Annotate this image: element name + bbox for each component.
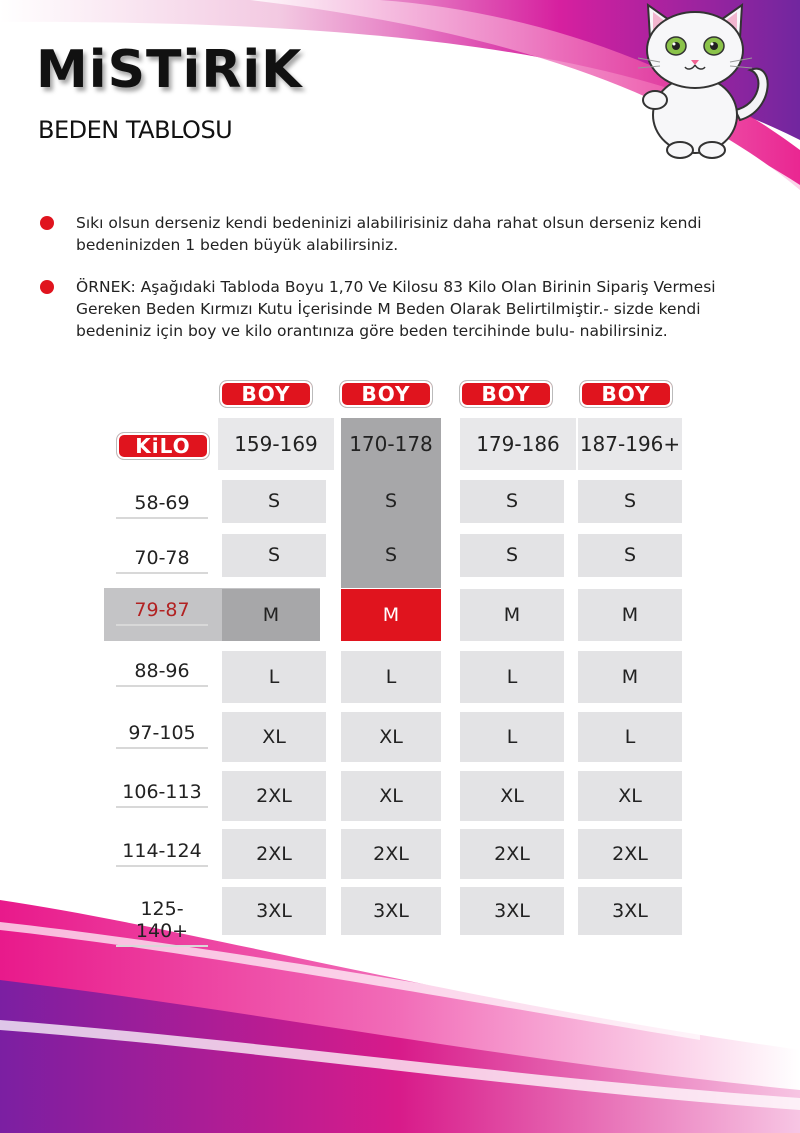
- column-header: 179-186: [460, 418, 576, 470]
- brand-logo: MiSTiRiK: [36, 40, 303, 100]
- column-header: 159-169: [218, 418, 334, 470]
- size-cell: S: [578, 534, 682, 577]
- size-cell: 2XL: [578, 829, 682, 879]
- note-item: [40, 276, 740, 342]
- column-header: 170-178: [341, 418, 441, 470]
- note-item: [40, 212, 740, 256]
- size-cell: 3XL: [341, 887, 441, 935]
- size-cell: XL: [460, 771, 564, 821]
- boy-tag: BOY: [460, 381, 552, 407]
- size-cell: L: [460, 712, 564, 762]
- row-label: 58-69: [116, 492, 208, 519]
- size-cell: 3XL: [578, 887, 682, 935]
- page-title: BEDEN TABLOSU: [38, 116, 233, 144]
- size-cell: S: [460, 534, 564, 577]
- size-cell: 2XL: [222, 771, 326, 821]
- size-cell: XL: [578, 771, 682, 821]
- boy-tag: BOY: [220, 381, 312, 407]
- row-label: 70-78: [116, 547, 208, 574]
- boy-tag: BOY: [340, 381, 432, 407]
- row-label: 97-105: [116, 722, 208, 749]
- size-cell: L: [578, 712, 682, 762]
- size-cell: XL: [341, 771, 441, 821]
- boy-tag: BOY: [580, 381, 672, 407]
- bullet-dot-icon: [40, 216, 54, 230]
- size-cell: M: [578, 651, 682, 703]
- cat-mascot-icon: [600, 0, 780, 160]
- row-label: 125-140+: [116, 898, 208, 947]
- row-label: 88-96: [116, 660, 208, 687]
- size-cell: 3XL: [460, 887, 564, 935]
- size-cell: 2XL: [222, 829, 326, 879]
- size-cell: S: [222, 534, 326, 577]
- size-cell: L: [460, 651, 564, 703]
- size-cell: S: [341, 534, 441, 577]
- size-cell: S: [460, 480, 564, 523]
- note-text: Sıkı olsun derseniz kendi bedeninizi alabilirisiniz daha rahat olsun derseniz kendi bedeninizden 1 beden büyük alabilirsiniz.: [76, 214, 702, 254]
- size-cell: S: [222, 480, 326, 523]
- size-cell: M: [460, 589, 564, 641]
- size-cell: L: [222, 651, 326, 703]
- size-cell: 3XL: [222, 887, 326, 935]
- size-cell: 2XL: [460, 829, 564, 879]
- size-cell: M: [222, 589, 320, 641]
- column-header: 187-196+: [578, 418, 682, 470]
- bullet-dot-icon: [40, 280, 54, 294]
- size-cell: M: [578, 589, 682, 641]
- kilo-tag: KiLO: [117, 433, 209, 459]
- size-cell: S: [341, 480, 441, 523]
- row-label: 114-124: [116, 840, 208, 867]
- size-cell: L: [341, 651, 441, 703]
- size-cell: S: [578, 480, 682, 523]
- size-cell-selected: M: [341, 589, 441, 641]
- row-label-highlighted: 79-87: [116, 599, 208, 626]
- note-text: ÖRNEK: Aşağıdaki Tabloda Boyu 1,70 Ve Kilosu 83 Kilo Olan Birinin Sipariş Vermesi Gereken Beden Kırmızı Kutu İçerisinde M Beden Olarak Belirtilmiştir.- sizde kendi bedeniniz için boy ve kilo orantınıza göre beden tercihinde bulu- nabilirsiniz.: [76, 278, 716, 340]
- size-cell: 2XL: [341, 829, 441, 879]
- size-cell: XL: [222, 712, 326, 762]
- size-cell: XL: [341, 712, 441, 762]
- row-label: 106-113: [116, 781, 208, 808]
